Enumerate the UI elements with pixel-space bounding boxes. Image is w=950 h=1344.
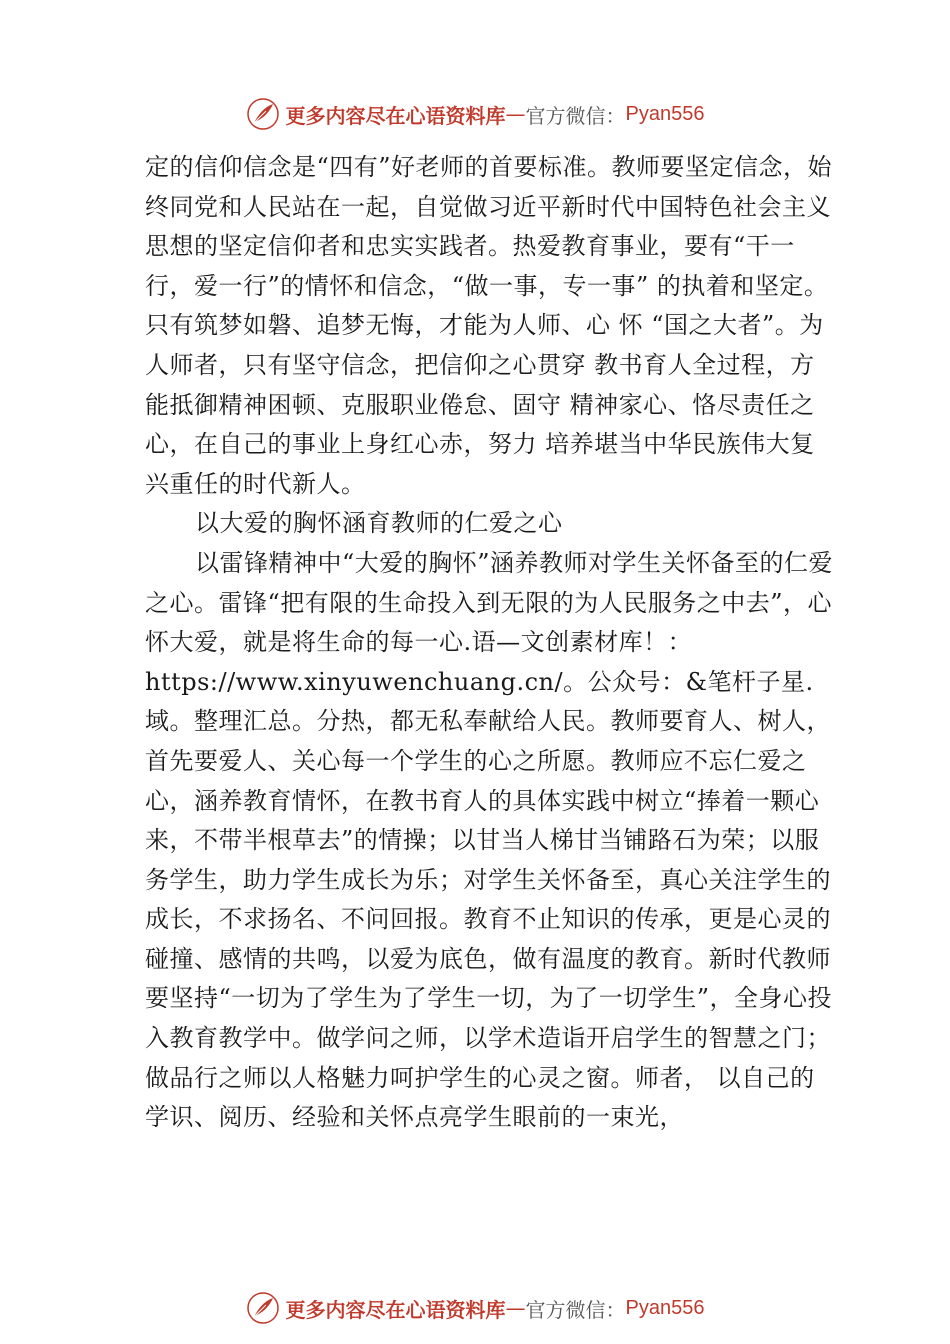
banner-library-text: 更多内容尽在心语资料库 [285,103,506,128]
header-banner [0,94,950,134]
banner-dash: — [505,102,526,126]
banner-wechat-account: Pyan556 [625,102,705,125]
feather-logo-icon [246,1291,280,1325]
banner-wechat-account: Pyan556 [625,1296,705,1319]
banner-dash: — [505,1296,526,1320]
feather-logo-icon [246,97,280,131]
section-heading: 以大爱的胸怀涵育教师的仁爱之心 [195,509,563,538]
banner-wechat-label: 官方微信： [525,103,626,128]
banner-wechat-label: 官方微信： [525,1297,626,1322]
document-body [145,148,835,1138]
paragraph-faith: 定的信仰信念是“四有”好老师的首要标准。教师要坚定信念，始终同党和人民站在一起，自觉做习近平新时代中国特色社会主义思想的坚定信仰者和忠实实践者。热爱教育事业，要有“干一行，爱一行”的情怀和信念，“做一事，专一事” 的执着和坚定。只有筑梦如磐、追梦无悔，才能为人师、心 怀 “国之大者”。为人师者，只有坚守信念，把信仰之心贯穿 教书育人全过程，方能抵御精神困顿、克服职业倦怠、固守 精神家心、恪尽责任之心，在自己的事业上身红心赤，努力 培养堪当中华民族伟大复兴重任的时代新人。 [145,153,833,498]
footer-banner [0,1288,950,1328]
paragraph-love: 以雷锋精神中“大爱的胸怀”涵养教师对学生关怀备至的仁爱之心。雷锋“把有限的生命投入到无限的为人民服务之中去”，心怀大爱，就是将生命的每一心.语—文创素材库！：https://www.xinyuwenchuang.cn/。公众号：&笔杆子星.域。整理汇总。分热，都无私奉献给人民。教师要育人、树人，首先要爱人、关心每一个学生的心之所愿。教师应不忘仁爱之心，涵养教育情怀，在教书育人的具体实践中树立“捧着一颗心来，不带半根草去”的情操；以甘当人梯甘当铺路石为荣；以服务学生，助力学生成长为乐；对学生关怀备至，真心关注学生的成长，不求扬名、不问回报。教育不止知识的传承，更是心灵的碰撞、感情的共鸣，以爱为底色，做有温度的教育。新时代教师要坚持“一切为了学生为了学生一切，为了一切学生”，全身心投入教育教学中。做学问之师，以学术造诣开启学生的智慧之门；做品行之师以人格魅力呵护学生的心灵之窗。师者， 以自己的学识、阅历、经验和关怀点亮学生眼前的一束光， [145,548,834,1132]
banner-library-text: 更多内容尽在心语资料库 [285,1297,506,1322]
